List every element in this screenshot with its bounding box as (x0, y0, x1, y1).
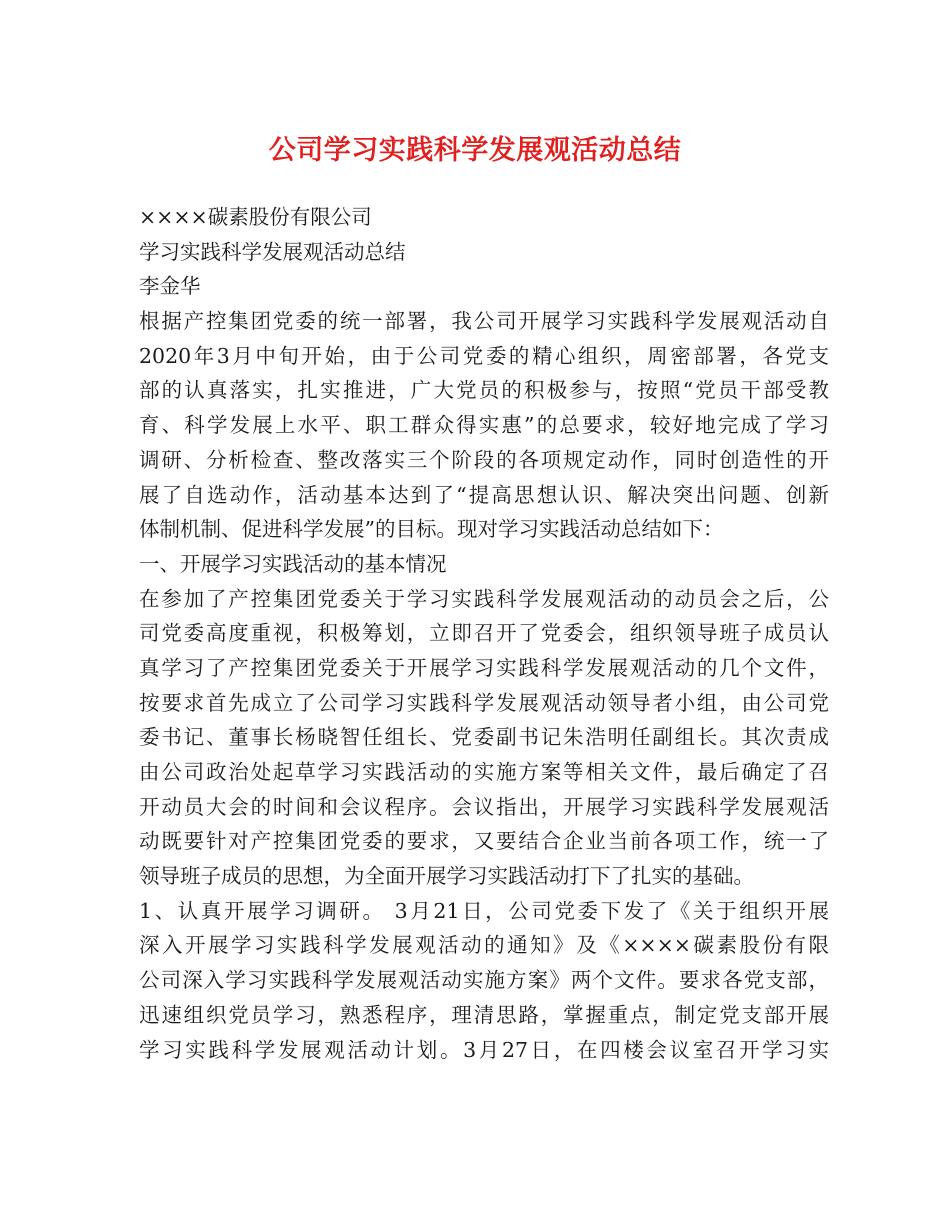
text-line: ××××碳素股份有限公司 (139, 205, 372, 229)
text-line: 展了自选动作，活动基本达到了“提高思想认识、解决突出问题、创新 (139, 482, 829, 507)
text-line: 育、科学发展上水平、职工群众得实惠”的总要求，较好地完成了学习 (139, 413, 829, 438)
text-line: 迅速组织党员学习，熟悉程序，理清思路，掌握重点，制定党支部开展 (139, 1002, 829, 1027)
text-line: 开动员大会的时间和会议程序。会议指出，开展学习实践科学发展观活 (139, 794, 829, 819)
text-line: 真学习了产控集团党委关于开展学习实践科学发展观活动的几个文件， (139, 655, 829, 680)
text-line: 按要求首先成立了公司学习实践科学发展观活动领导者小组，由公司党 (139, 690, 829, 715)
text-line: 司党委高度重视，积极筹划，立即召开了党委会，组织领导班子成员认 (139, 621, 829, 646)
text-line: 学习实践科学发展观活动计划。3月27日，在四楼会议室召开学习实 (139, 1037, 829, 1062)
text-line: 李金华 (139, 274, 201, 299)
text-line: 1、认真开展学习调研。 3月21日，公司党委下发了《关于组织开展 (139, 898, 829, 923)
text-line: 在参加了产控集团党委关于学习实践科学发展观活动的动员会之后，公 (139, 586, 829, 611)
text-line: 委书记、董事长杨晓智任组长、党委副书记朱浩明任副组长。其次责成 (139, 725, 829, 750)
text-line: 公司深入学习实践科学发展观活动实施方案》两个文件。要求各党支部， (139, 968, 829, 993)
text-line: 部的认真落实，扎实推进，广大党员的积极参与，按照“党员干部受教 (139, 378, 829, 403)
text-line: 动既要针对产控集团党委的要求，又要结合企业当前各项工作，统一了 (139, 829, 829, 854)
text-line: 2020年3月中旬开始，由于公司党委的精心组织，周密部署，各党支 (139, 343, 829, 368)
document-title: 公司学习实践科学发展观活动总结 (268, 135, 682, 166)
text-line: 调研、分析检查、整改落实三个阶段的各项规定动作，同时创造性的开 (139, 447, 829, 472)
text-line: 一、开展学习实践活动的基本情况 (139, 551, 447, 576)
text-line: 学习实践科学发展观活动总结 (139, 239, 406, 264)
document-body (139, 200, 829, 1067)
text-line: 根据产控集团党委的统一部署，我公司开展学习实践科学发展观活动自 (139, 309, 829, 334)
text-line: 领导班子成员的思想，为全面开展学习实践活动打下了扎实的基础。 (139, 864, 754, 889)
text-line: 深入开展学习实践科学发展观活动的通知》及《××××碳素股份有限 (139, 933, 829, 958)
text-line: 由公司政治处起草学习实践活动的实施方案等相关文件，最后确定了召 (139, 760, 829, 784)
text-line: 体制机制、促进科学发展”的目标。现对学习实践活动总结如下： (139, 517, 724, 542)
